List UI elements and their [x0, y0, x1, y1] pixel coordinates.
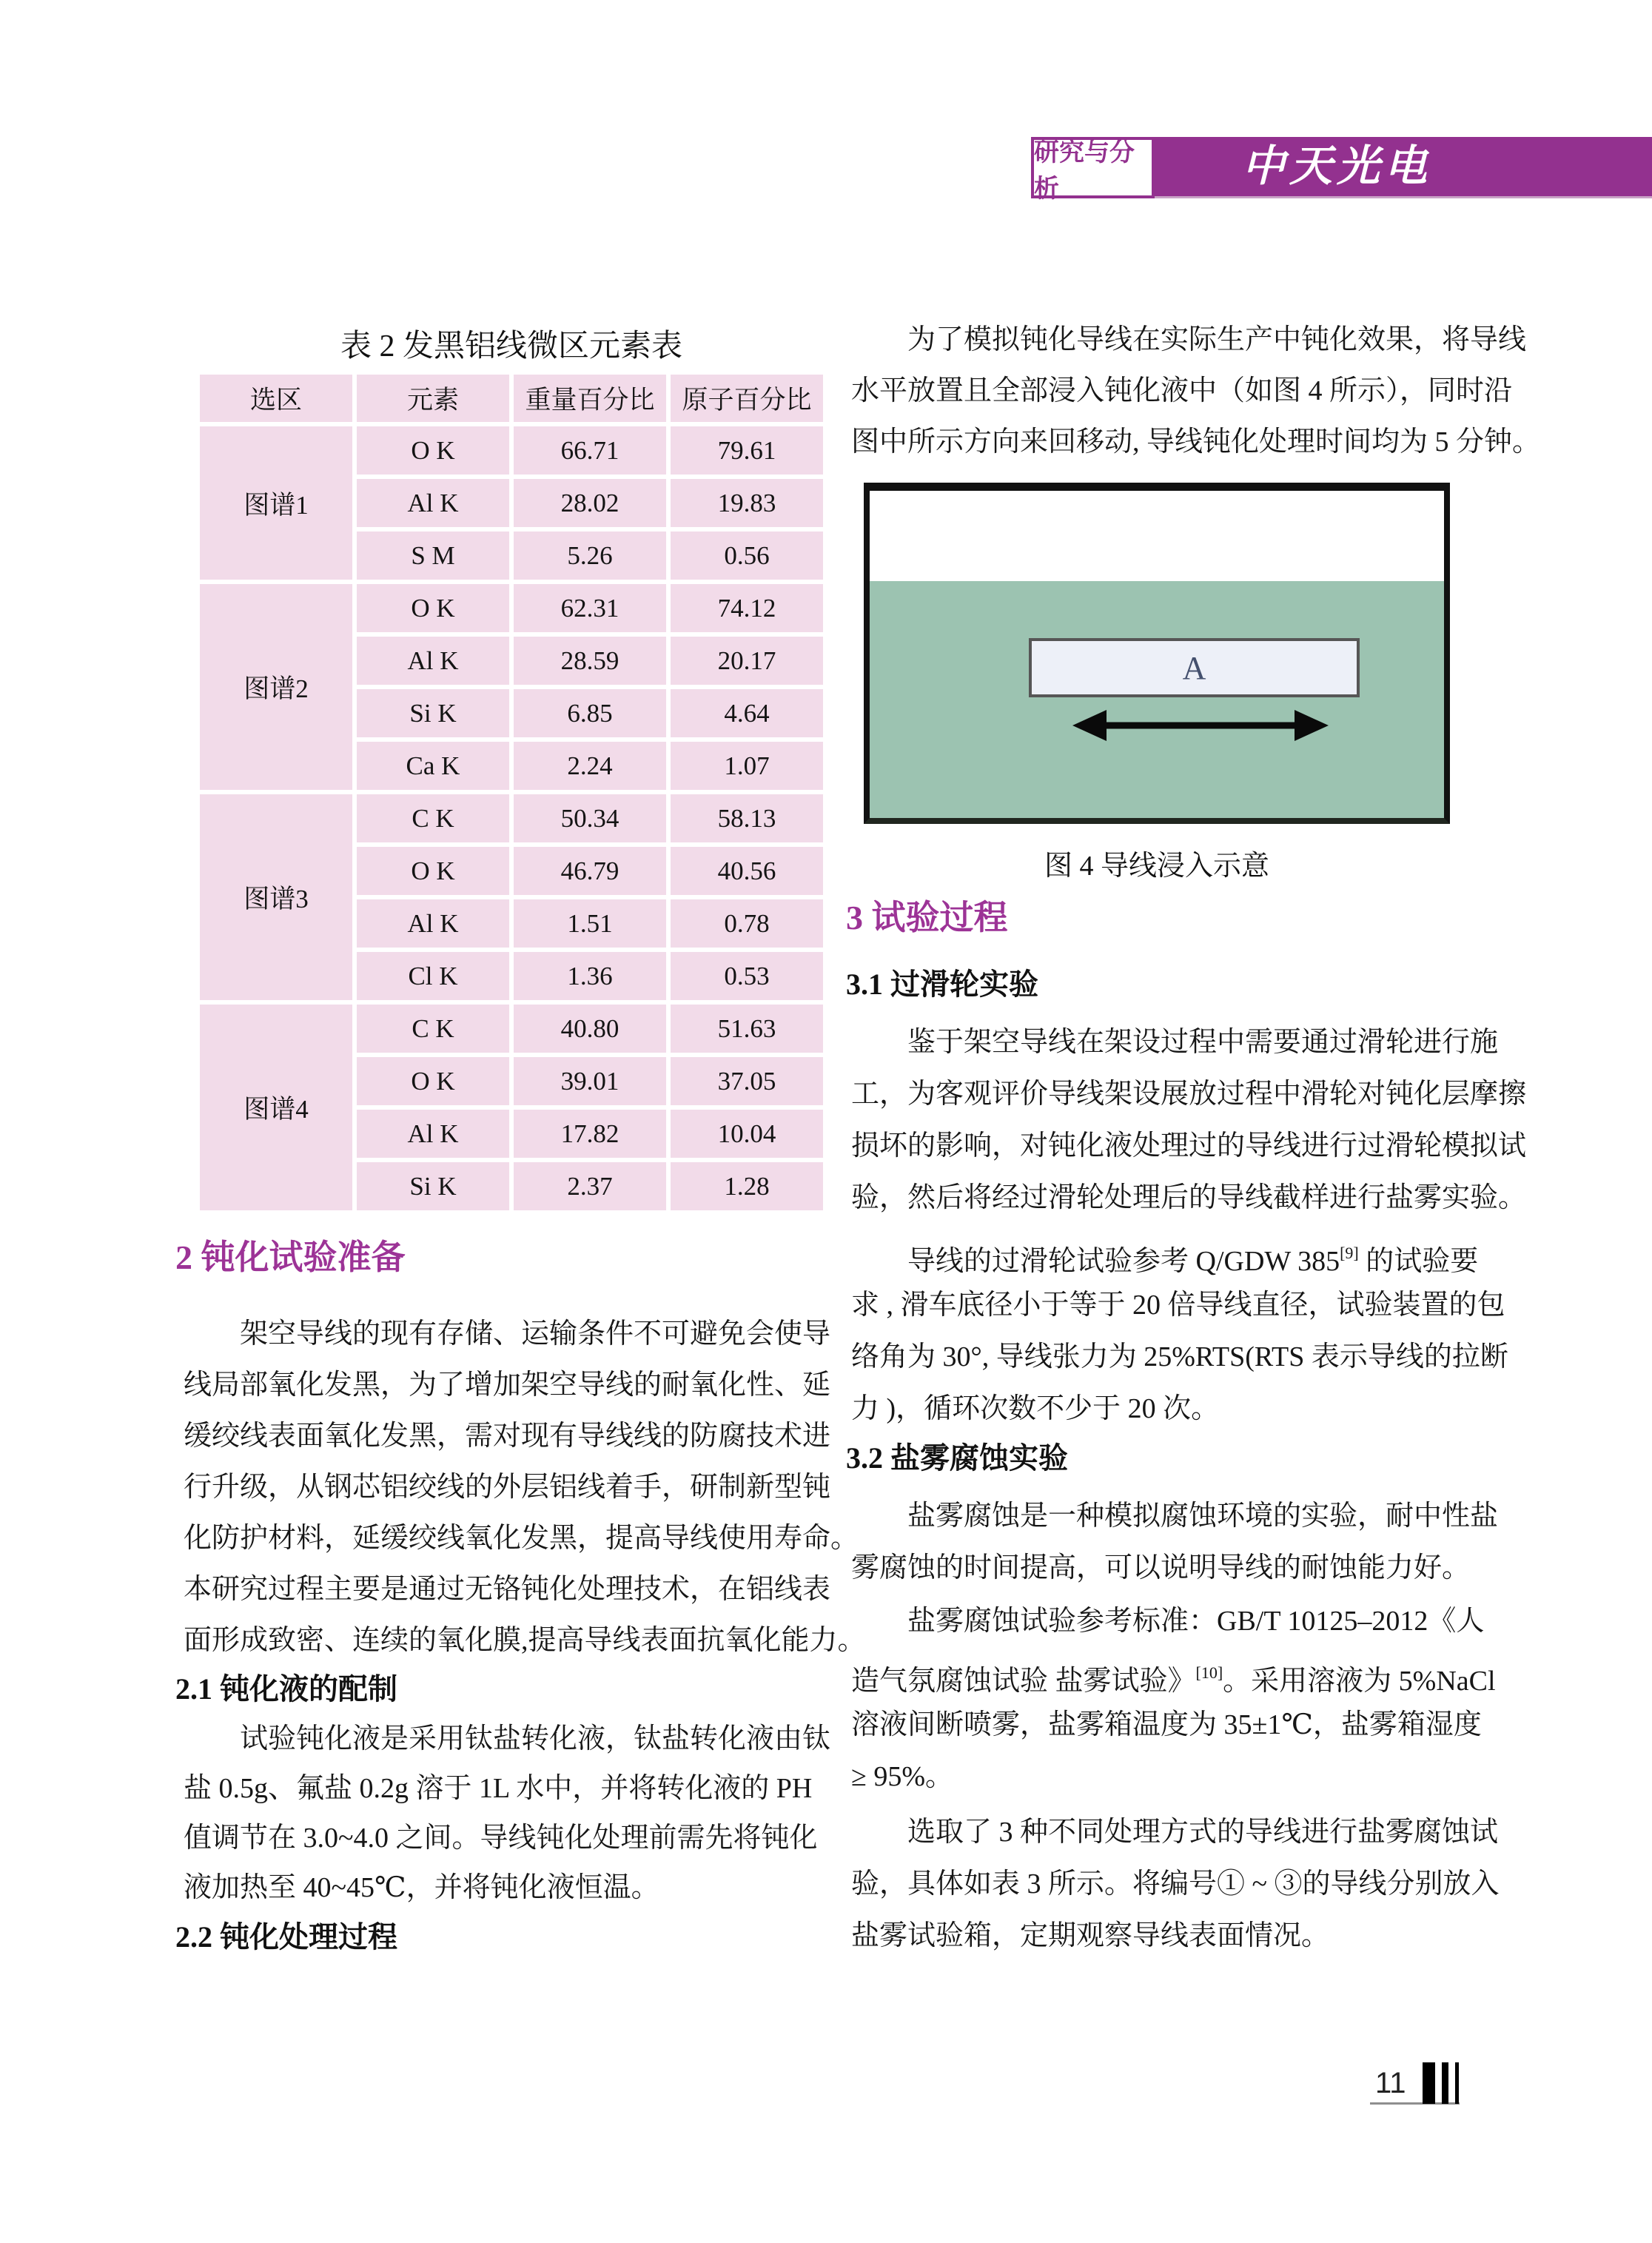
text-line: 架空导线的现有存储、运输条件不可避免会使导 [240, 1318, 831, 1350]
subsection-heading-3-1: 3.1 过滑轮实验 [846, 968, 1038, 1001]
table-cell: 0.78 [671, 899, 823, 948]
table-header-cell: 选区 [200, 375, 352, 422]
table-cell: 0.53 [671, 952, 823, 1000]
table-cell: 1.28 [671, 1162, 823, 1210]
text-segment: 造气氛腐蚀试验 盐雾试验》 [851, 1666, 1196, 1697]
header-banner [1155, 137, 1652, 198]
table-cell: 10.04 [671, 1110, 823, 1158]
table-cell: 6.85 [514, 689, 666, 737]
table-cell: O K [357, 426, 509, 475]
table-cell: Cl K [357, 952, 509, 1000]
text-line: 雾腐蚀的时间提高，可以说明导线的耐蚀能力好。 [851, 1552, 1471, 1583]
footer-bar [1455, 2062, 1459, 2104]
section-heading-2: 2 钝化试验准备 [175, 1238, 406, 1276]
table-cell: 2.37 [514, 1162, 666, 1210]
footer-bar [1442, 2062, 1448, 2104]
text-line: 值调节在 3.0~4.0 之间。导线钝化处理前需先将钝化 [184, 1823, 818, 1854]
figure-4 [864, 483, 1450, 824]
table-cell: 58.13 [671, 794, 823, 842]
table-cell: Si K [357, 1162, 509, 1210]
text-line [851, 1227, 1508, 1279]
paragraph [851, 1806, 1500, 1962]
double-arrow-icon [1071, 707, 1330, 744]
table-cell: 4.64 [671, 689, 823, 737]
spectrum-group-label: 图谱3 [200, 794, 352, 1000]
spectrum-group-label: 图谱4 [200, 1005, 352, 1210]
text-segment: 导线的过滑轮试验参考 Q/GDW 385 [907, 1246, 1340, 1277]
subsection-heading-2-2: 2.2 钝化处理过程 [175, 1920, 397, 1954]
text-segment: 的试验要 [1358, 1246, 1479, 1277]
table-cell: C K [357, 794, 509, 842]
text-line: 力 )，循环次数不少于 20 次。 [851, 1393, 1220, 1424]
table-cell: C K [357, 1005, 509, 1053]
page-number: 11 [1375, 2067, 1406, 2099]
text-line: 选取了 3 种不同处理方式的导线进行盐雾腐蚀试 [907, 1817, 1499, 1848]
table-row [200, 1005, 823, 1053]
table-header-cell: 重量百分比 [514, 375, 666, 422]
table-cell: Ca K [357, 742, 509, 790]
citation-10: [10] [1195, 1663, 1223, 1682]
paragraph [851, 1016, 1526, 1224]
paragraph [184, 1714, 830, 1913]
text-line: 缓绞线表面氧化发黑，需对现有导线线的防腐技术进 [184, 1421, 831, 1452]
figure-4-caption: 图 4 导线浸入示意 [1044, 851, 1269, 882]
text-line: 损坏的影响，对钝化液处理过的导线进行过滑轮模拟试 [851, 1130, 1527, 1161]
spectrum-group-label: 图谱1 [200, 426, 352, 580]
table-row [200, 584, 823, 632]
text-line: 试验钝化液是采用钛盐转化液，钛盐转化液由钛 [240, 1723, 831, 1754]
text-line: 工，为客观评价导线架设展放过程中滑轮对钝化层摩擦 [851, 1079, 1527, 1110]
text-line: 图中所示方向来回移动, 导线钝化处理时间均为 5 分钟。 [851, 426, 1541, 457]
table-header-row [200, 375, 823, 422]
table-cell: 79.61 [671, 426, 823, 475]
table-cell: 51.63 [671, 1005, 823, 1053]
text-line: 验，具体如表 3 所示。将编号① ~ ③的导线分别放入 [851, 1868, 1500, 1900]
table-cell: 2.24 [514, 742, 666, 790]
text-line: 络角为 30°, 导线张力为 25%RTS(RTS 表示导线的拉断 [851, 1341, 1508, 1372]
element-table [195, 370, 827, 1215]
table-cell: 40.56 [671, 847, 823, 895]
text-line: 本研究过程主要是通过无铬钝化处理技术，在铝线表 [184, 1574, 831, 1605]
footer-bars-icon [1423, 2062, 1459, 2104]
text-line: 求 , 滑车底径小于等于 20 倍导线直径，试验装置的包 [851, 1290, 1505, 1321]
text-line: 液加热至 40~45℃，并将钝化液恒温。 [184, 1872, 659, 1903]
text-line: 盐雾试验箱，定期观察导线表面情况。 [851, 1920, 1330, 1951]
text-line [851, 1647, 1496, 1699]
spectrum-group-label: 图谱2 [200, 584, 352, 790]
table-cell: 46.79 [514, 847, 666, 895]
text-line: ≥ 95%。 [851, 1761, 954, 1792]
text-line: 面形成致密、连续的氧化膜,提高导线表面抗氧化能力。 [184, 1625, 866, 1656]
table-cell: Al K [357, 637, 509, 685]
paragraph [851, 1227, 1508, 1435]
table-cell: 20.17 [671, 637, 823, 685]
paragraph [184, 1309, 866, 1666]
passivation-liquid [870, 581, 1444, 818]
table-cell: 19.83 [671, 479, 823, 527]
table-cell: 5.26 [514, 532, 666, 580]
table-cell: 17.82 [514, 1110, 666, 1158]
table-cell: 66.71 [514, 426, 666, 475]
table-cell: 28.59 [514, 637, 666, 685]
text-line: 溶液间断喷雾，盐雾箱温度为 35±1℃，盐雾箱湿度 [851, 1709, 1482, 1740]
table-row [200, 794, 823, 842]
text-line: 线局部氧化发黑，为了增加架空导线的耐氧化性、延 [184, 1369, 831, 1401]
table-cell: Al K [357, 1110, 509, 1158]
paragraph [851, 315, 1540, 468]
table-cell: 50.34 [514, 794, 666, 842]
text-line: 验，然后将经过滑轮处理后的导线截样进行盐雾实验。 [851, 1182, 1527, 1213]
header-section-label: 研究与分析 [1031, 137, 1155, 198]
table-cell: 1.36 [514, 952, 666, 1000]
subsection-heading-3-2: 3.2 盐雾腐蚀实验 [846, 1441, 1068, 1475]
table-header-cell: 原子百分比 [671, 375, 823, 422]
table-cell: Al K [357, 479, 509, 527]
table-cell: Si K [357, 689, 509, 737]
text-line: 化防护材料，延缓绞线氧化发黑，提高导线使用寿命。 [184, 1523, 859, 1554]
text-line: 为了模拟钝化导线在实际生产中钝化效果，将导线 [907, 324, 1527, 355]
subsection-heading-2-1: 2.1 钝化液的配制 [175, 1672, 397, 1706]
text-line: 盐雾腐蚀试验参考标准：GB/T 10125–2012《人 [907, 1606, 1485, 1637]
text-line: 盐 0.5g、氟盐 0.2g 溶于 1L 水中，并将转化液的 PH [184, 1773, 813, 1804]
brand-logo: 中天光电 [1242, 142, 1432, 190]
table-cell: 37.05 [671, 1057, 823, 1105]
table-cell: 1.07 [671, 742, 823, 790]
table-cell: 28.02 [514, 479, 666, 527]
text-segment: 。采用溶液为 5%NaCl [1223, 1666, 1496, 1697]
table-2-title: 表 2 发黑铝线微区元素表 [340, 329, 682, 363]
paragraph [851, 1490, 1498, 1594]
wire-sample-box: A [1029, 638, 1360, 697]
table-cell: Al K [357, 899, 509, 948]
table-row [200, 426, 823, 475]
table-cell: O K [357, 847, 509, 895]
table-cell: 39.01 [514, 1057, 666, 1105]
table-cell: 74.12 [671, 584, 823, 632]
table-cell: 40.80 [514, 1005, 666, 1053]
table-cell: S M [357, 532, 509, 580]
table-cell: 0.56 [671, 532, 823, 580]
text-line: 鉴于架空导线在架设过程中需要通过滑轮进行施 [907, 1027, 1499, 1058]
table-cell: 62.31 [514, 584, 666, 632]
table-cell: 1.51 [514, 899, 666, 948]
table-cell: O K [357, 1057, 509, 1105]
text-line: 水平放置且全部浸入钝化液中（如图 4 所示），同时沿 [851, 375, 1513, 406]
section-heading-3: 3 试验过程 [846, 899, 1008, 936]
citation-9: [9] [1340, 1244, 1359, 1262]
table-cell: O K [357, 584, 509, 632]
footer-bar [1423, 2062, 1435, 2104]
table-header-cell: 元素 [357, 375, 509, 422]
text-line: 行升级，从钢芯铝绞线的外层铝线着手，研制新型钝 [184, 1472, 831, 1503]
text-line: 盐雾腐蚀是一种模拟腐蚀环境的实验，耐中性盐 [907, 1501, 1499, 1532]
paragraph [851, 1595, 1496, 1803]
